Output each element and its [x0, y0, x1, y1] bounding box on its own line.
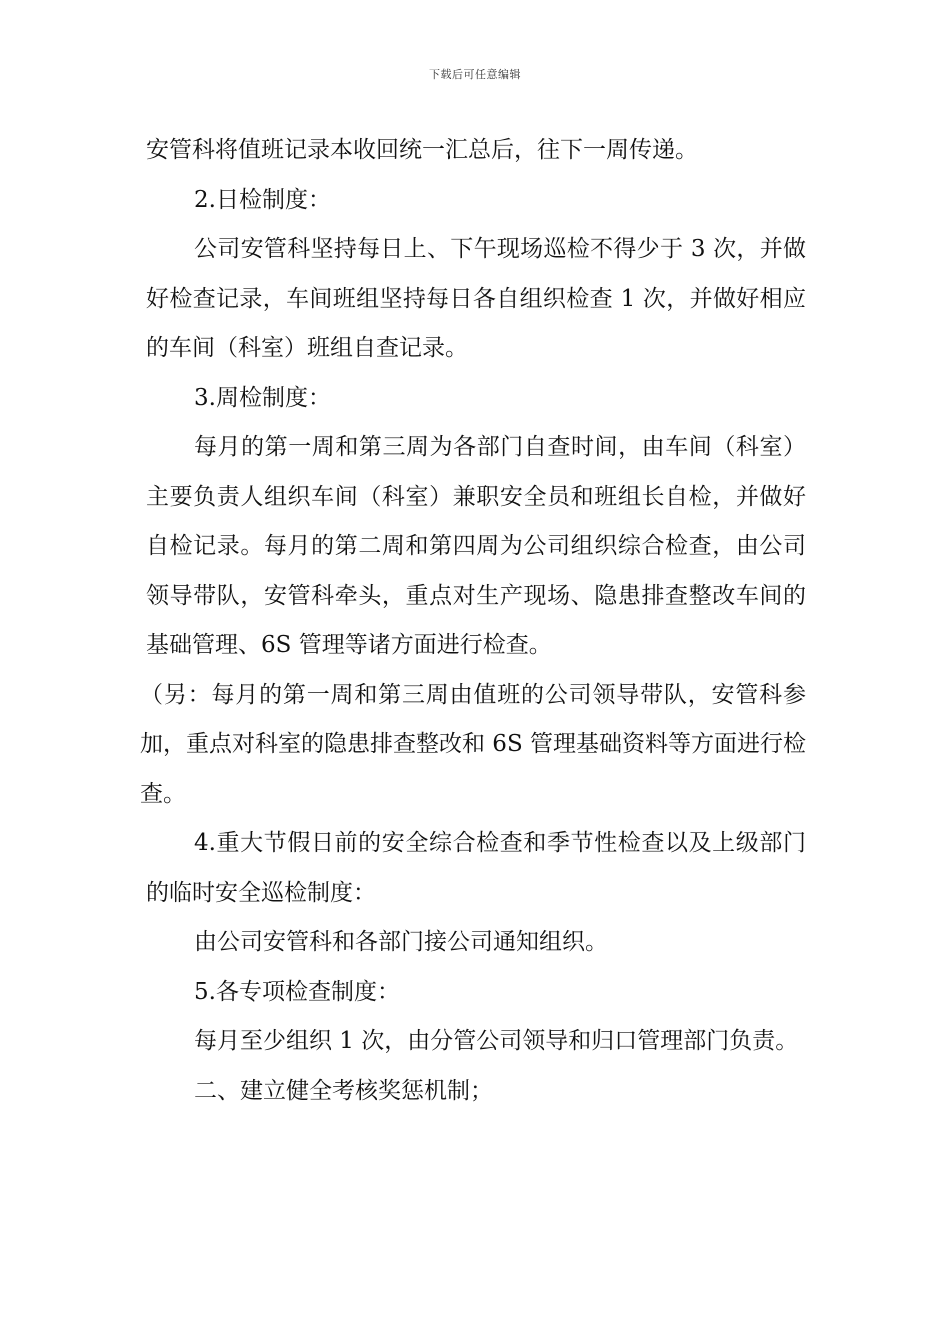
paragraph-daily-inspection: 公司安管科坚持每日上、下午现场巡检不得少于 3 次，并做好检查记录，车间班组坚持每日各自组织检查 1 次，并做好相应的车间（科室）班组自查记录。 [146, 236, 806, 361]
section-heading-special-inspection: 5.各专项检查制度： [194, 978, 400, 1005]
paragraph-weekly-inspection: 每月的第一周和第三周为各部门自查时间，由车间（科室）主要负责人组织车间（科室）兼职安全员和班组长自检，并做好自检记录。每月的第二周和第四周为公司组织综合检查，由公司领导带队，安管科牵头，重点对生产现场、隐患排查整改车间的基础管理、6S 管理等诸方面进行检查。 [146, 434, 806, 658]
paragraph-additional-note: （另：每月的第一周和第三周由值班的公司领导带队，安管科参加，重点对科室的隐患排查整改和 6S 管理基础资料等方面进行检查。 [140, 681, 807, 807]
paragraph-holiday-inspection: 由公司安管科和各部门接公司通知组织。 [194, 929, 608, 955]
section-heading-holiday-inspection: 4.重大节假日前的安全综合检查和季节性检查以及上级部门的临时安全巡检制度： [146, 830, 806, 906]
page-header-note: 下载后可任意编辑 [429, 68, 521, 81]
section-heading-reward-mechanism: 二、建立健全考核奖惩机制； [194, 1077, 493, 1104]
paragraph-special-inspection: 每月至少组织 1 次，由分管公司领导和归口管理部门负责。 [194, 1028, 799, 1054]
section-heading-weekly-inspection: 3.周检制度： [194, 384, 331, 411]
section-heading-daily-inspection: 2.日检制度： [194, 186, 331, 213]
document-body [140, 126, 807, 1116]
paragraph-1: 安管科将值班记录本收回统一汇总后，往下一周传递。 [146, 137, 698, 163]
